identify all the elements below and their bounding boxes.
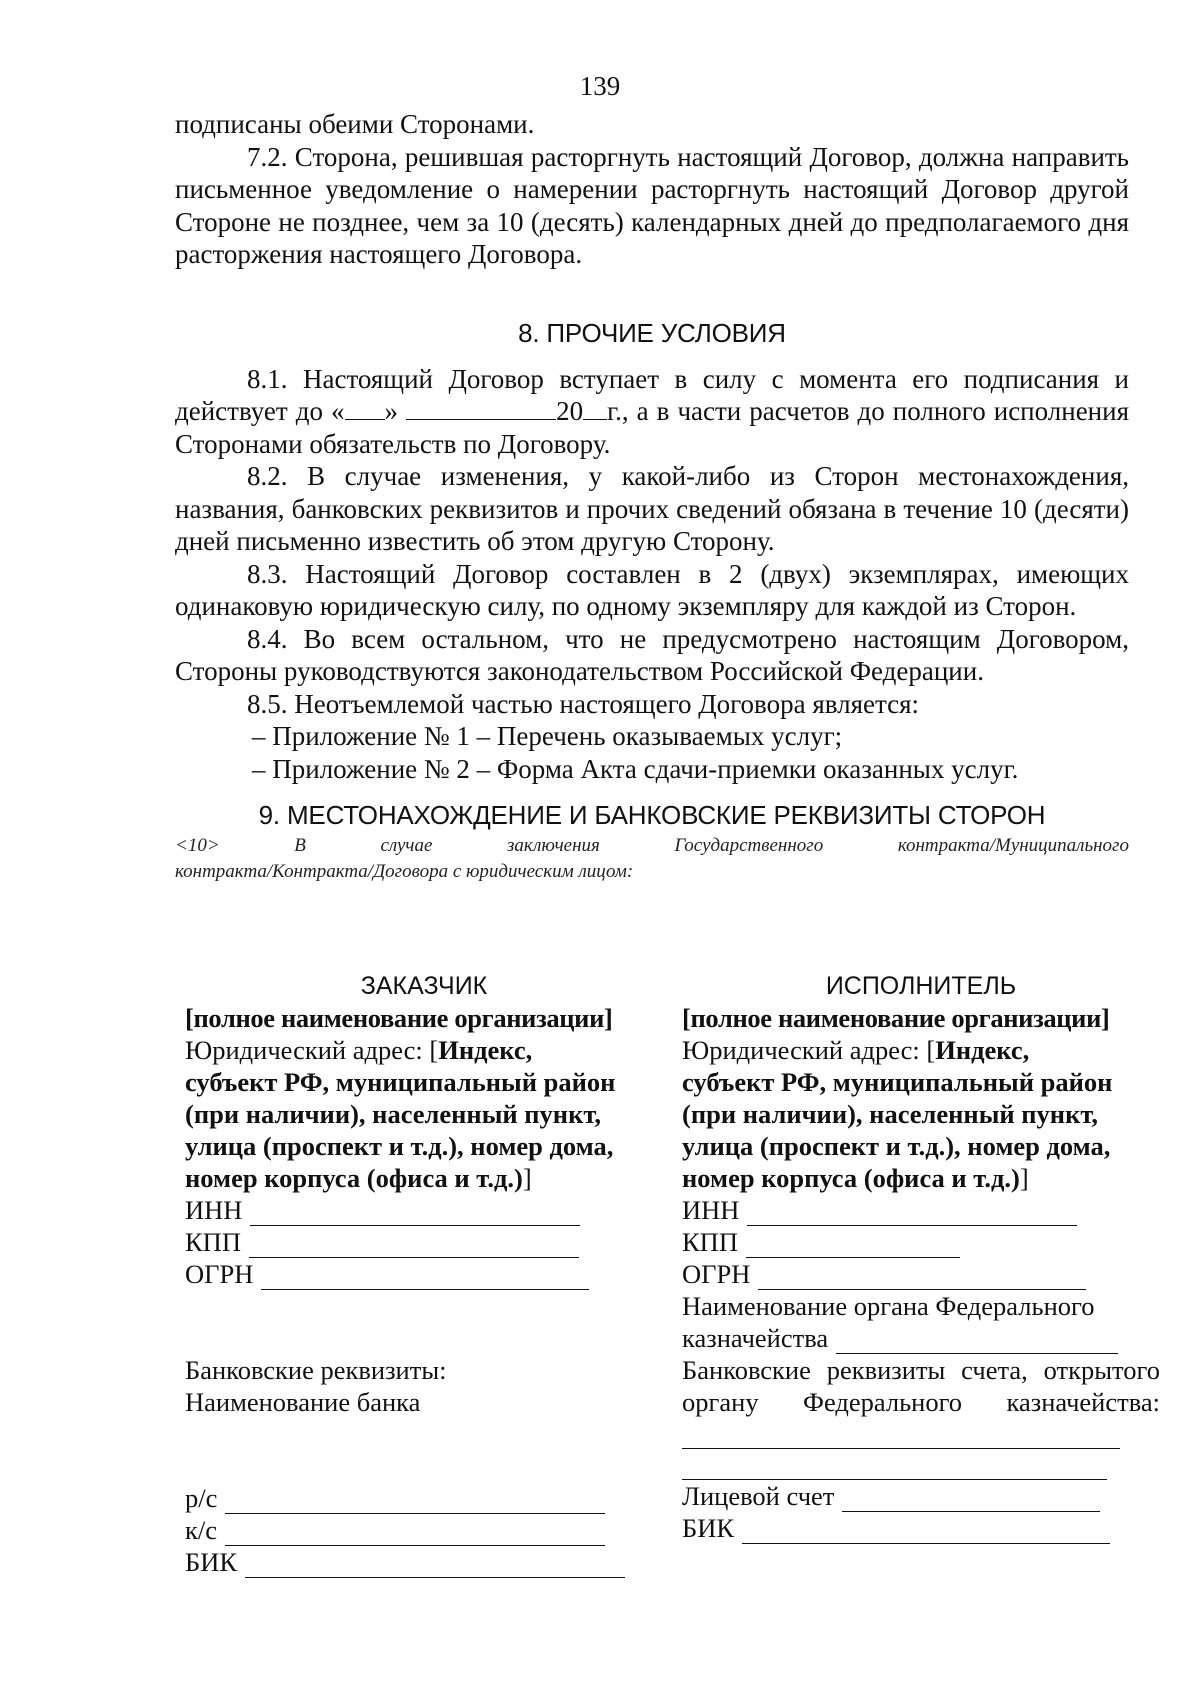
bik-field[interactable] — [245, 1553, 625, 1578]
customer-bik-row — [185, 1546, 663, 1578]
paragraph-8-1 — [175, 363, 1129, 461]
footnote-line-1 — [175, 833, 1129, 859]
bank-requisites-label: Банковские реквизиты: — [185, 1355, 447, 1385]
ogrn-field[interactable] — [261, 1265, 589, 1290]
treasury-bank-requisites-label: Банковские реквизиты счета, открытого органу Федерального казначейства: — [682, 1355, 1160, 1417]
customer-address — [185, 1034, 663, 1194]
parties-details — [185, 970, 1160, 1620]
address-label: Юридический адрес: [ — [185, 1035, 439, 1065]
ks-label: к/с — [185, 1515, 217, 1545]
address-line: номер корпуса (офиса и т.д.) — [185, 1163, 523, 1193]
contractor-inn-row — [682, 1194, 1160, 1226]
section-9-heading: 9. МЕСТОНАХОЖДЕНИЕ И БАНКОВСКИЕ РЕКВИЗИТЫ СТОРОН — [258, 800, 1046, 830]
customer-inn-row — [185, 1194, 663, 1226]
footnote-line-2: контракта/Контракта/Договора с юридическим лицом: — [175, 861, 634, 882]
address-line: субъект РФ, муниципальный район — [682, 1067, 1113, 1097]
inn-label: ИНН — [185, 1195, 243, 1225]
address-line: номер корпуса (офиса и т.д.) — [682, 1163, 1020, 1193]
p81-text-b: » — [384, 396, 399, 426]
customer-column — [185, 970, 663, 1578]
footnote-word: Государственного — [674, 835, 824, 856]
list-item: – Приложение № 2 – Форма Акта сдачи-приемки оказанных услуг. — [252, 753, 1019, 784]
paragraph-7-1-continuation: подписаны обеими Сторонами. — [175, 109, 535, 139]
paragraph-8-4: 8.4. Во всем остальном, что не предусмотрено настоящим Договором, Стороны руководствуются законодательством Российской Федерации. — [175, 623, 1129, 686]
p81-text-d: г., а в части расчетов до полного — [607, 396, 986, 426]
inn-field[interactable] — [250, 1201, 580, 1226]
address-index: Индекс, — [438, 1035, 533, 1065]
contractor-address — [682, 1034, 1160, 1194]
paragraph-7-2: 7.2. Сторона, решившая расторгнуть настоящий Договор, должна направить письменное уведомление о намерении расторгнуть настоящий Договор другой Стороне не позднее, чем за 10 (десять) календарных дней до предполагаемого дня расторжения настоящего Договора. — [175, 141, 1129, 269]
customer-ks-row — [185, 1514, 663, 1546]
year-blank — [583, 397, 607, 420]
account-field[interactable] — [842, 1487, 1100, 1512]
kpp-field[interactable] — [249, 1233, 579, 1258]
bik-label: БИК — [185, 1547, 238, 1577]
paragraph-8-3: 8.3. Настоящий Договор составлен в 2 (двух) экземплярах, имеющих одинаковую юридическую силу, по одному экземпляру для каждой из Сторон. — [175, 558, 1129, 621]
p81-text-c: 20 — [556, 396, 584, 426]
bank-requisites-field[interactable] — [682, 1449, 1107, 1480]
inn-field[interactable] — [747, 1201, 1077, 1226]
treasury-label: казначейства — [682, 1323, 829, 1353]
address-line: (при наличии), населенный пункт, — [185, 1099, 601, 1129]
customer-kpp-row — [185, 1226, 663, 1258]
address-close: ] — [522, 1163, 532, 1193]
bik-label: БИК — [682, 1513, 735, 1543]
bank-name-label: Наименование банка — [185, 1387, 421, 1417]
p81-text-e: исполнения Сторонами обязательств по Договору. — [175, 396, 1130, 459]
ogrn-label: ОГРН — [682, 1259, 751, 1289]
treasury-name-label: Наименование органа Федерального — [682, 1291, 1095, 1321]
treasury-field[interactable] — [836, 1329, 1118, 1354]
document-body — [175, 108, 1129, 885]
paragraph-8-2: 8.2. В случае изменения, у какой-либо из Сторон местонахождения, названия, банковских реквизитов и прочих сведений обязана в течение 10 (десяти) дней письменно известить об этом другую Сторону. — [175, 461, 1129, 556]
footnote-word: <10> — [175, 835, 220, 856]
customer-org-name: [полное наименование организации] — [185, 1003, 613, 1033]
address-index: Индекс, — [935, 1035, 1030, 1065]
account-label: Лицевой счет — [682, 1481, 835, 1511]
customer-heading: ЗАКАЗЧИК — [360, 972, 488, 1000]
contractor-column — [682, 970, 1160, 1544]
kpp-label: КПП — [682, 1227, 738, 1257]
day-blank — [345, 397, 385, 420]
ogrn-field[interactable] — [758, 1265, 1086, 1290]
customer-rs-row — [185, 1482, 663, 1514]
customer-ogrn-row — [185, 1258, 663, 1290]
contractor-heading: ИСПОЛНИТЕЛЬ — [825, 972, 1017, 1000]
month-blank — [406, 397, 556, 420]
contractor-account-row — [682, 1480, 1160, 1512]
appendix-list — [175, 720, 1129, 785]
contractor-org-name: [полное наименование организации] — [682, 1003, 1110, 1033]
paragraph-8-5: 8.5. Неотъемлемой частью настоящего Договора является: — [247, 688, 920, 719]
address-label: Юридический адрес: [ — [682, 1035, 936, 1065]
address-close: ] — [1019, 1163, 1029, 1193]
address-line: улица (проспект и т.д.), номер дома, — [185, 1131, 614, 1161]
ks-field[interactable] — [225, 1521, 605, 1546]
bik-field[interactable] — [742, 1519, 1110, 1544]
contractor-treasury-row — [682, 1322, 1160, 1354]
footnote-word: случае — [380, 835, 433, 856]
contractor-ogrn-row — [682, 1258, 1160, 1290]
list-item: – Приложение № 1 – Перечень оказываемых услуг; — [252, 721, 843, 751]
rs-field[interactable] — [225, 1489, 605, 1514]
address-line: улица (проспект и т.д.), номер дома, — [682, 1131, 1111, 1161]
contractor-kpp-row — [682, 1226, 1160, 1258]
bank-requisites-field[interactable] — [682, 1418, 1120, 1449]
footnote-word: заключения — [507, 835, 600, 856]
address-line: (при наличии), населенный пункт, — [682, 1099, 1098, 1129]
ogrn-label: ОГРН — [185, 1259, 254, 1289]
rs-label: р/с — [185, 1483, 218, 1513]
p81-text-a: 8.1. Настоящий Договор вступает в силу с момента его подписания и действует до « — [175, 363, 1129, 426]
page-number: 139 — [579, 71, 621, 101]
address-line: субъект РФ, муниципальный район — [185, 1067, 616, 1097]
section-8-heading: 8. ПРОЧИЕ УСЛОВИЯ — [518, 317, 786, 348]
contractor-bik-row — [682, 1512, 1160, 1544]
kpp-field[interactable] — [746, 1233, 960, 1258]
footnote-10 — [175, 833, 1129, 885]
footnote-word: В — [294, 835, 306, 856]
kpp-label: КПП — [185, 1227, 241, 1257]
footnote-word: контракта/Муниципального — [897, 835, 1129, 856]
inn-label: ИНН — [682, 1195, 740, 1225]
